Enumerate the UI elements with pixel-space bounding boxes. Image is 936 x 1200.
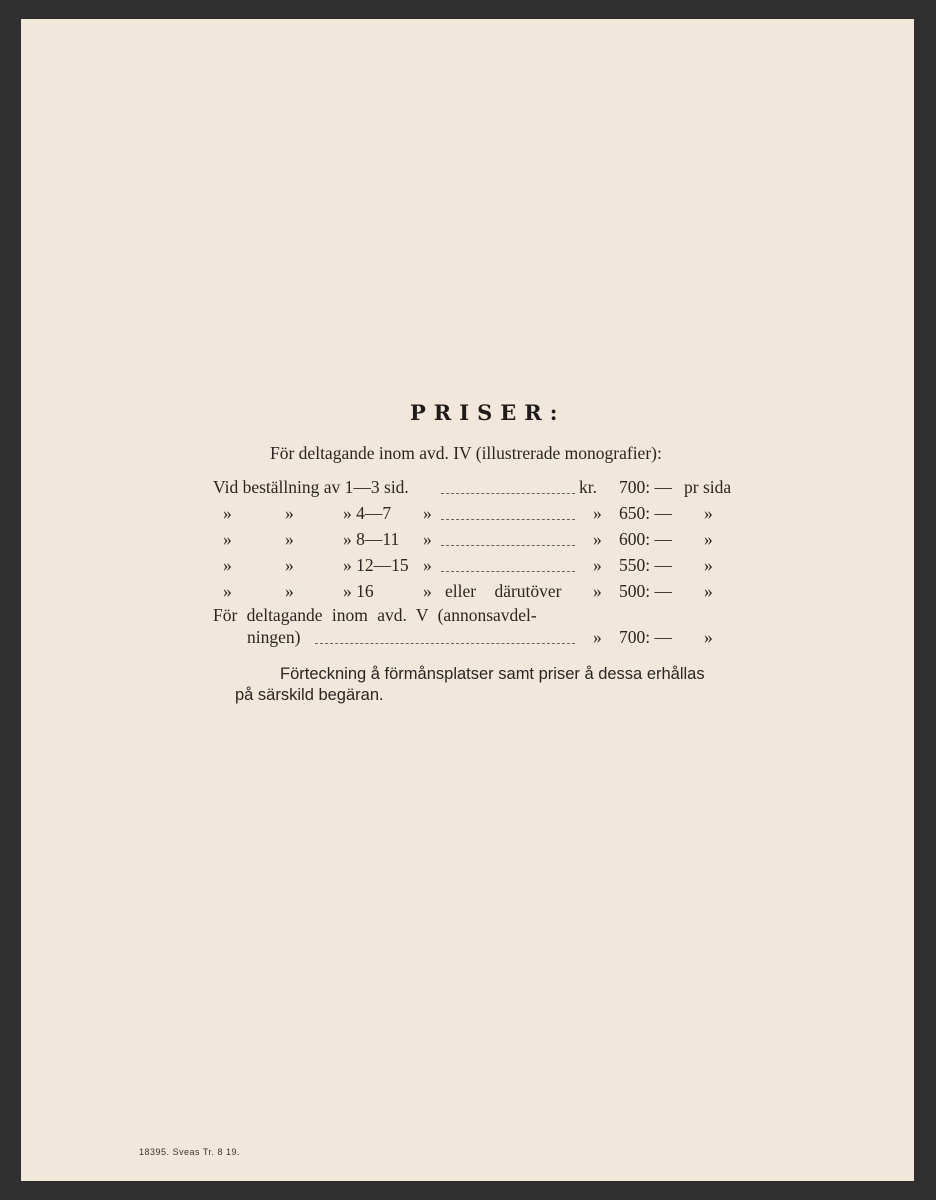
leader-dots	[441, 519, 575, 520]
ditto-mark: »	[704, 555, 713, 575]
row-price: 700: —	[619, 477, 672, 497]
row-price: 500: —	[619, 581, 672, 601]
price-row	[21, 555, 914, 577]
ditto-mark: »	[423, 503, 432, 523]
row-price: 650: —	[619, 503, 672, 523]
row-range: » 16	[343, 581, 374, 601]
ditto-mark: »	[423, 581, 432, 601]
row-unit: pr sida	[684, 477, 732, 497]
ditto-mark: »	[223, 529, 232, 549]
price-row	[21, 529, 914, 551]
row-currency: kr.	[579, 477, 597, 497]
ditto-mark: »	[593, 503, 602, 523]
row-range: » 8—11	[343, 529, 400, 549]
ditto-mark: »	[704, 581, 713, 601]
avd5-row	[21, 605, 914, 627]
ditto-mark: »	[285, 581, 294, 601]
price-row	[21, 581, 914, 603]
leader-dots	[441, 571, 575, 572]
ditto-mark: »	[223, 555, 232, 575]
ditto-mark: »	[593, 581, 602, 601]
price-row	[21, 477, 914, 499]
row-price: 550: —	[619, 555, 672, 575]
ditto-mark: »	[704, 503, 713, 523]
ditto-mark: »	[593, 555, 602, 575]
avd5-price: 700: —	[619, 627, 672, 647]
row-label: Vid beställning av 1—3 sid.	[213, 477, 409, 497]
document-page	[21, 19, 914, 1181]
paragraph-line: Förteckning å förmånsplatser samt priser å dessa erhållas	[280, 665, 705, 683]
ditto-mark: »	[285, 555, 294, 575]
leader-dots	[315, 643, 575, 644]
price-row	[21, 503, 914, 525]
ditto-mark: »	[593, 529, 602, 549]
row-note: eller därutöver	[445, 581, 562, 601]
row-price: 600: —	[619, 529, 672, 549]
ditto-mark: »	[593, 627, 602, 647]
ditto-mark: »	[423, 555, 432, 575]
ditto-mark: »	[423, 529, 432, 549]
intro-text: För deltagande inom avd. IV (illustrerade monografier):	[270, 443, 662, 463]
info-paragraph	[235, 664, 775, 706]
ditto-mark: »	[285, 529, 294, 549]
printer-imprint: 18395. Sveas Tr. 8 19.	[139, 1147, 241, 1157]
row-range: » 4—7	[343, 503, 392, 523]
avd5-label-cont: ningen)	[247, 627, 301, 647]
row-range: » 12—15	[343, 555, 409, 575]
ditto-mark: »	[223, 503, 232, 523]
ditto-mark: »	[285, 503, 294, 523]
page-title: PRISER:	[410, 400, 566, 425]
paragraph-line: på särskild begäran.	[235, 686, 384, 704]
ditto-mark: »	[704, 627, 713, 647]
avd5-row	[21, 627, 914, 649]
avd5-label: För deltagande inom avd. V (annonsavdel-	[213, 605, 537, 625]
leader-dots	[441, 493, 575, 494]
leader-dots	[441, 545, 575, 546]
ditto-mark: »	[223, 581, 232, 601]
ditto-mark: »	[704, 529, 713, 549]
